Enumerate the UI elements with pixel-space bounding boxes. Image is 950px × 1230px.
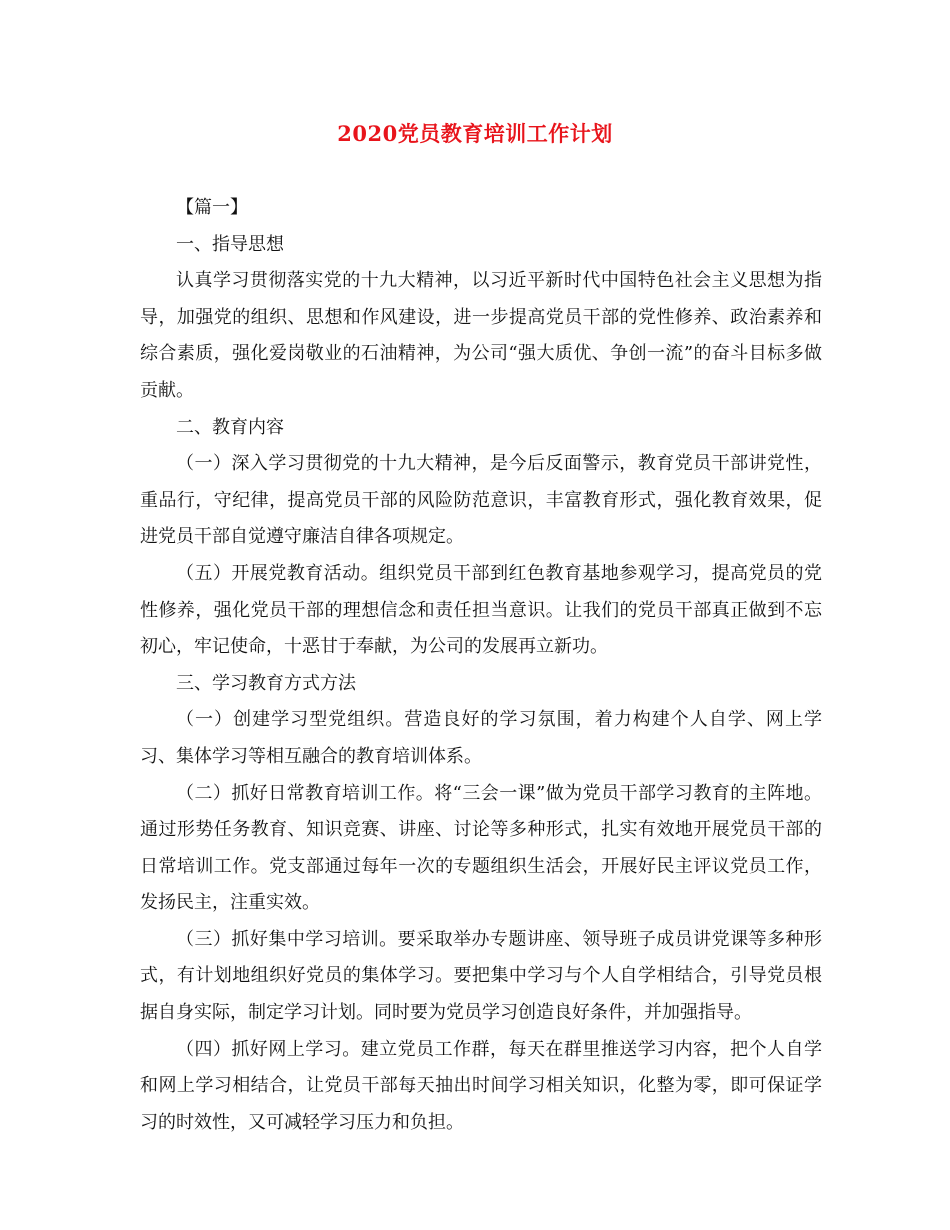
heading-education-content: 二、教育内容 <box>176 416 284 438</box>
paragraph-method-3: （三）抓好集中学习培训。要采取举办专题讲座、领导班子成员讲党课等多种形式，有计划地组织好党员的集体学习。要把集中学习与个人自学相结合，引导党员根据自身实际，制定学习计划。同时要为党员学习创造良好条件，并加强指导。 <box>140 928 822 1024</box>
heading-guiding-thought: 一、指导思想 <box>176 233 284 255</box>
paragraph-method-1: （一）创建学习型党组织。营造良好的学习氛围，着力构建个人自学、网上学习、集体学习等相互融合的教育培训体系。 <box>140 709 822 767</box>
paragraph-method-4: （四）抓好网上学习。建立党员工作群，每天在群里推送学习内容，把个人自学和网上学习相结合，让党员干部每天抽出时间学习相关知识，化整为零，即可保证学习的时效性，又可减轻学习压力和负担。 <box>140 1038 822 1133</box>
heading-methods: 三、学习教育方式方法 <box>176 672 356 694</box>
paragraph-guiding-thought: 认真学习贯彻落实党的十九大精神，以习近平新时代中国特色社会主义思想为指导，加强党的组织、思想和作风建设，进一步提高党员干部的党性修养、政治素养和综合素质，强化爱岗敬业的石油精神，为公司“强大质优、争创一流”的奋斗目标多做贡献。 <box>140 270 822 401</box>
paragraph-content-5: （五）开展党教育活动。组织党员干部到红色教育基地参观学习，提高党员的党性修养，强化党员干部的理想信念和责任担当意识。让我们的党员干部真正做到不忘初心，牢记使命，十恶甘于奉献，为公司的发展再立新功。 <box>140 562 822 658</box>
paragraph-content-1: （一）深入学习贯彻党的十九大精神，是今后反面警示，教育党员干部讲党性，重品行，守纪律，提高党员干部的风险防范意识，丰富教育形式，强化教育效果，促进党员干部自觉遵守廉洁自律各项规定。 <box>140 453 822 548</box>
document-body <box>140 190 822 1141</box>
section-tag: 【篇一】 <box>176 197 248 218</box>
document-title: 2020党员教育培训工作计划 <box>337 121 613 146</box>
paragraph-method-2: （二）抓好日常教育培训工作。将“三会一课”做为党员干部学习教育的主阵地。通过形势任务教育、知识竞赛、讲座、讨论等多种形式，扎实有效地开展党员干部的日常培训工作。党支部通过每年一次的专题组织生活会，开展好民主评议党员工作，发扬民主，注重实效。 <box>140 782 822 914</box>
